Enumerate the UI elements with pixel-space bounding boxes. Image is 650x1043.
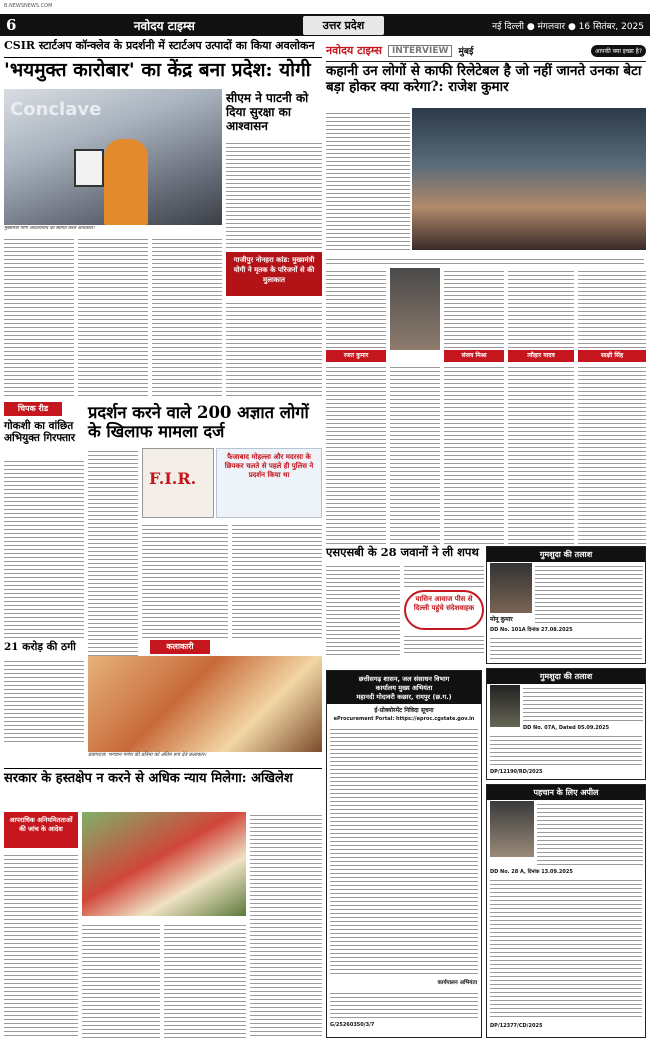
label-rajat: रजत कुमार (326, 350, 386, 362)
identification-title: पहचान के लिए अपील (487, 785, 645, 800)
yogi-headline: 'भयमुक्त कारोबार' का केंद्र बना प्रदेश: योगी (4, 59, 311, 81)
interview-tag: INTERVIEW (388, 45, 453, 57)
interview-banner (326, 40, 646, 62)
brand: नवोदय टाइम्स (133, 18, 195, 33)
tender-notice (326, 670, 482, 1038)
yogi-body-col2 (78, 236, 148, 396)
protest-headline: प्रदर्शन करने वाले 200 अज्ञात लोगों के खिलाफ मामला दर्ज (88, 403, 309, 441)
missing-1-contact: DD No. 101A दिनांक 27.08.2025 (490, 627, 573, 633)
interview-headline: कहानी उन लोगों से काफी रिलेटेबल है जो नहीं जानते उनका बेटा बड़ा होकर क्या करेगा?: राजेश कुमार (326, 63, 642, 95)
label-tyohar: त्यौहार यादव (508, 350, 574, 362)
ghazipur-body (226, 300, 322, 396)
ghazipur-inset: गाजीपुर नोनहरा कांड: मुख्यमंत्री योगी ने मृतक के परिजनों से की मुलाकात (226, 252, 322, 296)
fir-label: F.I.R. (149, 469, 197, 488)
yogi-photo-caption: मुख्यमंत्री योगी आदित्यनाथ का स्वागत करते अधिकारी। (4, 226, 95, 231)
thagi-headline: 21 करोड़ की ठगी (4, 641, 76, 653)
missing-2-photo (490, 685, 520, 727)
identification-footer: DP/12377/CD/2025 (490, 1023, 543, 1029)
page-number: 6 (6, 16, 17, 34)
tender-line1: छत्तीसगढ़ शासन, जल संसाधन विभाग (358, 675, 450, 683)
missing-box-1 (486, 546, 646, 664)
dateline: नई दिल्ली ● मंगलवार ● 16 सितंबर, 2025 (492, 21, 644, 32)
interview-brand: नवोदय टाइम्स (326, 44, 382, 57)
label-sakshi: साक्षी सिंह (578, 350, 646, 362)
akhilesh-photo (82, 812, 246, 916)
top-line: B.NEWSNEWS.COM (4, 3, 53, 9)
kalakari-label: कलाकारी (150, 640, 210, 654)
tender-line2: कार्यालय मुख्य अभियंता (375, 684, 433, 692)
cm-side-body (226, 140, 322, 248)
identification-box (486, 784, 646, 1038)
csir-headline: CSIR स्टार्टअप कॉन्क्लेव के प्रदर्शनी में स्टार्टअप उत्पादों का किया अवलोकन (4, 39, 315, 52)
yogi-body-col1 (4, 236, 74, 396)
ssb-headline: एसएसबी के 28 जवानों ने ली शपथ (326, 545, 479, 559)
missing-1-title: गुमशुदा की तलाश (487, 547, 645, 562)
interview-intro (326, 110, 410, 250)
missing-1-name: मोनू कुमार (490, 616, 513, 623)
tender-portal: eProcurement Portal: https://eproc.cgstate.gov.in (333, 716, 475, 722)
missing-2-footer: DP/12190/RD/2025 (490, 769, 543, 775)
cm-side-headline: सीएम ने पाटनी को दिया सुरक्षा का आश्वासन (226, 91, 309, 133)
tender-notice-title: ई-प्रोक्योरमेंट निविदा सूचना (374, 707, 434, 714)
protest-callout: फैजाबाद मोहल्ला और मदरसा के छिपकर चलते से पहले ही पुलिस ने प्रदर्शन किया था (216, 448, 322, 518)
gokshi-kicker: चिपक रीड (4, 402, 62, 416)
gokshi-headline: गोकशी का वांछित अभियुक्त गिरफ्तार (4, 420, 76, 445)
missing-2-title: गुमशुदा की तलाश (487, 669, 645, 684)
akhilesh-side-headline: आपराधिक अनियमितताओं की जांच के आदेश (4, 812, 78, 848)
section-title: उत्तर प्रदेश (303, 16, 385, 35)
interview-cast-photo (412, 108, 646, 250)
masthead-bar (0, 14, 650, 36)
identification-photo (490, 801, 534, 857)
yogi-photo: Conclave (4, 89, 222, 225)
kalakari-photo (88, 656, 322, 752)
missing-2-dd: DD No. 07A, Dated 05.09.2025 (523, 725, 610, 731)
tender-signatory: कार्यपालन अभियंता (437, 980, 477, 986)
tender-footer-code: G/25260350/3/7 (330, 1022, 375, 1028)
interview-guest: मुंबई (458, 47, 474, 57)
ssb-callout: यासिन आवाज पीस से दिल्ली पहुंचे संदेशवाहक (404, 590, 484, 630)
fir-image (142, 448, 214, 518)
identification-dd: DD No. 28 A, दिनांक 13.09.2025 (490, 869, 573, 875)
yogi-body-col3 (152, 236, 222, 396)
tender-line3: महानदी गोदावरी कछार, रायपुर (छ.ग.) (356, 693, 452, 701)
missing-1-photo (490, 563, 532, 613)
missing-box-2 (486, 668, 646, 780)
akhilesh-headline: सरकार के हस्तक्षेप न करने से अधिक न्याय मिलेगा: अखिलेश (4, 771, 293, 786)
question-badge: आपकी क्या इच्छा है? (591, 45, 646, 57)
kalakari-caption: प्रयागराज: भगवान गणेश की प्रतिमा को अंतिम रूप देते कलाकार। (88, 752, 207, 758)
label-sanjay: संजय मिश्रा (444, 350, 504, 362)
